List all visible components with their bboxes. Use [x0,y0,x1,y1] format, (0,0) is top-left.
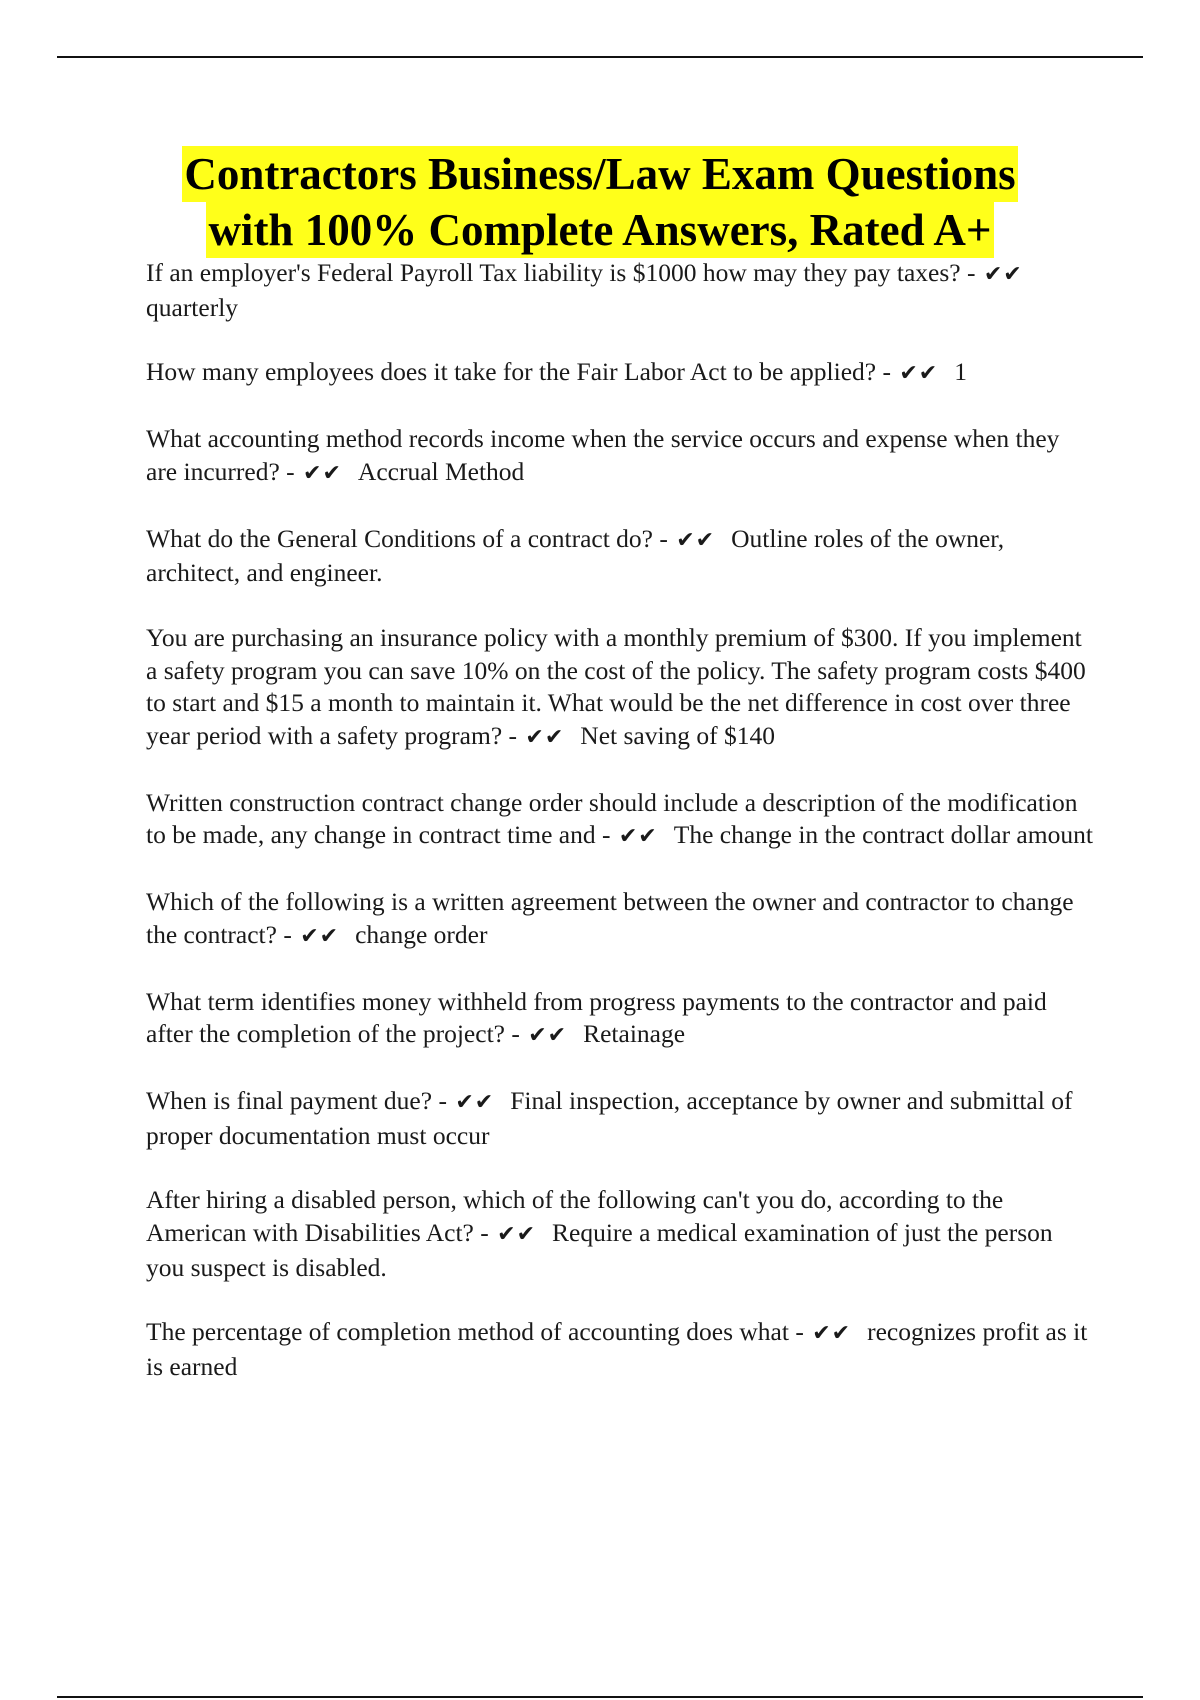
double-check-icon: ✔✔ [303,460,342,486]
separator: - [788,1317,811,1347]
question-text: What do the General Conditions of a contract do? [146,523,653,553]
qa-item [146,986,1096,1053]
separator: - [276,919,299,949]
answer-text: quarterly [146,292,239,322]
answer-text: Outline roles of the owner, architect, and engineer. [146,523,1005,588]
qa-item [146,356,1096,391]
qa-item [146,423,1096,490]
qa-item [146,1184,1096,1284]
answer-text: Require a medical examination of just the person you suspect is disabled. [146,1218,1053,1282]
double-check-icon: ✔✔ [455,1089,495,1115]
header-rule [57,56,1143,58]
separator: - [653,523,675,553]
qa-item [146,787,1096,854]
question-text: After hiring a disabled person, which of the following can't you do, according to the American with Disabilities Act? [146,1185,1004,1248]
answer-text: The change in the contract dollar amount [673,820,1093,850]
qa-item [146,1085,1096,1152]
double-check-icon: ✔✔ [899,361,939,387]
separator: - [279,456,302,486]
document-title [100,146,1100,258]
answer-text: Final inspection, acceptance by owner and submittal of proper documentation must occur [146,1085,1073,1150]
double-check-icon: ✔✔ [618,824,658,850]
question-text: What term identifies money withheld from progress payments to the contractor and paid after the completion of the project? [146,986,1047,1049]
separator: - [960,258,982,287]
answer-text: Retainage [583,1019,686,1049]
double-check-icon: ✔✔ [676,527,716,553]
question-text: Which of the following is a written agreement between the owner and contractor to change the contract? [146,887,1074,949]
title-line-1: Contractors Business/Law Exam Questions [182,146,1017,202]
double-check-icon: ✔✔ [497,1222,537,1248]
answer-text: Net saving of $140 [580,721,776,751]
double-check-icon: ✔✔ [525,725,565,751]
question-text: What accounting method records income when the service occurs and expense when they are incurred? [146,424,1060,486]
question-text: You are purchasing an insurance policy with a monthly premium of $300. If you implement a safety program you can save 10% on the cost of the policy. The safety program costs $400 to start and $15 a month to maintain it. What would be the net difference in cost over three year period with a safety program? [146,622,1086,751]
double-check-icon: ✔✔ [528,1023,568,1049]
qa-list [146,257,1096,1416]
separator: - [595,820,617,850]
question-text: When is final payment due? [146,1085,433,1115]
separator: - [504,1019,527,1049]
separator: - [876,357,898,387]
double-check-icon: ✔✔ [812,1321,852,1347]
question-text: How many employees does it take for the Fair Labor Act to be applied? [146,357,877,387]
answer-text: Accrual Method [357,456,525,486]
double-check-icon: ✔✔ [983,262,1023,287]
qa-item [146,622,1096,755]
answer-text: 1 [954,357,967,387]
question-text: Written construction contract change order should include a description of the modification to be made, any change in contract time and [146,787,1078,850]
footer-rule [57,1696,1143,1698]
double-check-icon: ✔✔ [300,923,340,949]
qa-item [146,523,1096,590]
question-text: If an employer's Federal Payroll Tax liability is $1000 how may they pay taxes? [146,258,961,287]
qa-item [146,1316,1096,1383]
qa-item [146,257,1096,324]
answer-text: recognizes profit as it is earned [146,1317,1088,1382]
title-line-2: with 100% Complete Answers, Rated A+ [206,202,993,258]
separator: - [502,721,524,751]
separator: - [473,1218,496,1248]
qa-item [146,886,1096,953]
separator: - [432,1085,454,1115]
answer-text: change order [355,919,488,949]
question-text: The percentage of completion method of accounting does what [146,1317,789,1347]
